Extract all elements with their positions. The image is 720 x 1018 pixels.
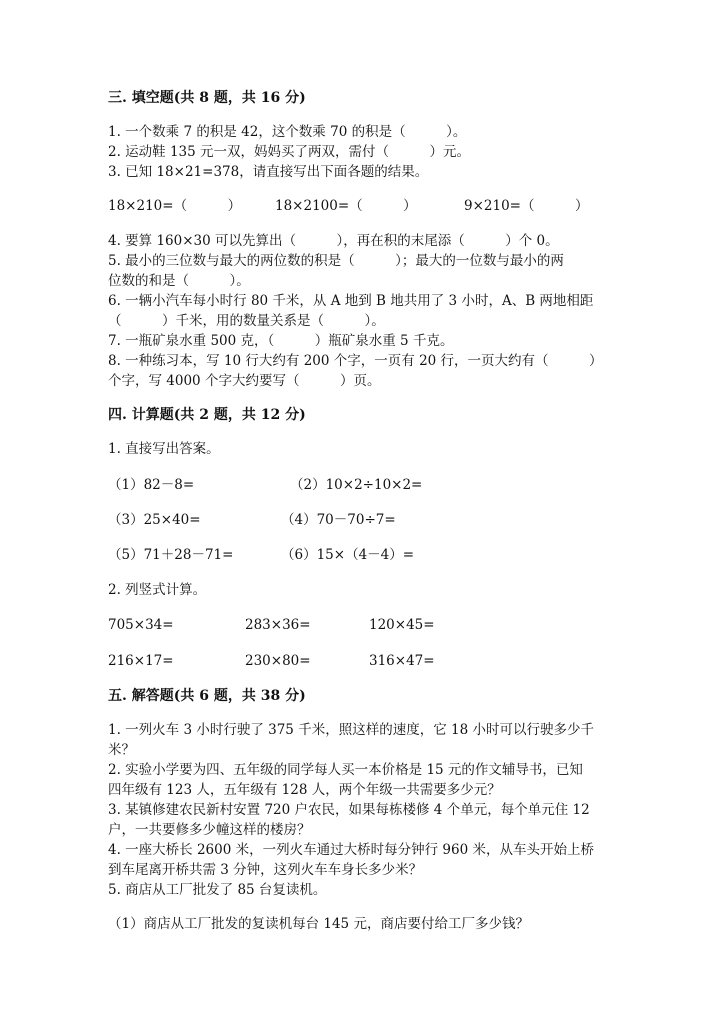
s3-question-3: 3. 已知 18×21=378，请直接写出下面各题的结果。 bbox=[108, 164, 429, 180]
vertical-calc-4: 216×17= bbox=[108, 653, 174, 669]
s3-q3-item-1: 18×210=（ ） bbox=[108, 198, 242, 214]
s3-question-2: 2. 运动鞋 135 元一双，妈妈买了两双，需付（ ）元。 bbox=[108, 144, 471, 160]
vertical-calc-5: 230×80= bbox=[245, 653, 311, 669]
s5-question-3-line2: 户，一共要修多少幢这样的楼房？ bbox=[108, 822, 311, 838]
s4-question-1: 1. 直接写出答案。 bbox=[108, 441, 220, 457]
oral-calc-5: （5）71＋28－71= bbox=[108, 547, 234, 563]
s3-question-1: 1. 一个数乘 7 的积是 42，这个数乘 70 的积是（ ）。 bbox=[108, 124, 467, 140]
s3-question-8-line2: 个字，写 4000 个字大约要写（ ）页。 bbox=[108, 373, 381, 389]
s3-question-7: 7. 一瓶矿泉水重 500 克，（ ）瓶矿泉水重 5 千克。 bbox=[108, 333, 454, 349]
oral-calc-6: （6）15×（4－4）= bbox=[281, 547, 415, 563]
s5-question-1-line2: 米？ bbox=[108, 742, 135, 758]
s5-question-2-line1: 2. 实验小学要为四、五年级的同学每人买一本价格是 15 元的作文辅导书，已知 bbox=[108, 762, 583, 778]
s5-question-1-line1: 1. 一列火车 3 小时行驶了 375 千米，照这样的速度，它 18 小时可以行驶多少千 bbox=[108, 722, 594, 738]
s5-question-4-line1: 4. 一座大桥长 2600 米，一列火车通过大桥时每分钟行 960 米，从车头开始上桥 bbox=[108, 842, 594, 858]
oral-calc-1: （1）82－8= bbox=[108, 477, 195, 493]
s5-question-5: 5. 商店从工厂批发了 85 台复读机。 bbox=[108, 882, 327, 898]
s3-question-6-line1: 6. 一辆小汽车每小时行 80 千米，从 A 地到 B 地共用了 3 小时，A、B 两地相距 bbox=[108, 293, 594, 309]
section4-heading: 四. 计算题(共 2 题，共 12 分) bbox=[108, 407, 306, 423]
s3-question-5-line2: 位数的和是（ ）。 bbox=[108, 273, 250, 289]
vertical-calc-6: 316×47= bbox=[369, 653, 435, 669]
oral-calc-2: （2）10×2÷10×2= bbox=[290, 477, 423, 493]
vertical-calc-1: 705×34= bbox=[108, 617, 174, 633]
section5-heading: 五. 解答题(共 6 题，共 38 分) bbox=[108, 688, 306, 704]
s5-question-5-sub1: （1）商店从工厂批发的复读机每台 145 元，商店要付给工厂多少钱？ bbox=[108, 916, 529, 932]
s3-q3-item-2: 18×2100=（ ） bbox=[275, 198, 417, 214]
s5-question-2-line2: 四年级有 123 人，五年级有 128 人，两个年级一共需要多少元？ bbox=[108, 782, 501, 798]
vertical-calc-3: 120×45= bbox=[369, 617, 435, 633]
s5-question-4-line2: 到车尾离开桥共需 3 分钟，这列火车车身长多少米？ bbox=[108, 862, 423, 878]
s3-q3-item-3: 9×210=（ ） bbox=[464, 198, 589, 214]
section3-heading: 三. 填空题(共 8 题，共 16 分) bbox=[108, 90, 306, 106]
s5-question-3-line1: 3. 某镇修建农民新村安置 720 户农民，如果每栋楼修 4 个单元，每个单元住 12 bbox=[108, 802, 590, 818]
vertical-calc-2: 283×36= bbox=[245, 617, 311, 633]
oral-calc-4: （4）70－70÷7= bbox=[281, 512, 396, 528]
s3-question-5-line1: 5. 最小的三位数与最大的两位数的积是（ ）；最大的一位数与最小的两 bbox=[108, 253, 564, 269]
s3-question-4: 4. 要算 160×30 可以先算出（ ），再在积的末尾添（ ）个 0。 bbox=[108, 233, 559, 249]
s4-question-2: 2. 列竖式计算。 bbox=[108, 582, 207, 598]
oral-calc-3: （3）25×40= bbox=[108, 512, 201, 528]
s3-question-6-line2: （ ）千米，用的数量关系是（ ）。 bbox=[108, 313, 385, 329]
s3-question-8-line1: 8. 一种练习本，写 10 行大约有 200 个字，一页有 20 行，一页大约有（ ） bbox=[108, 353, 603, 369]
